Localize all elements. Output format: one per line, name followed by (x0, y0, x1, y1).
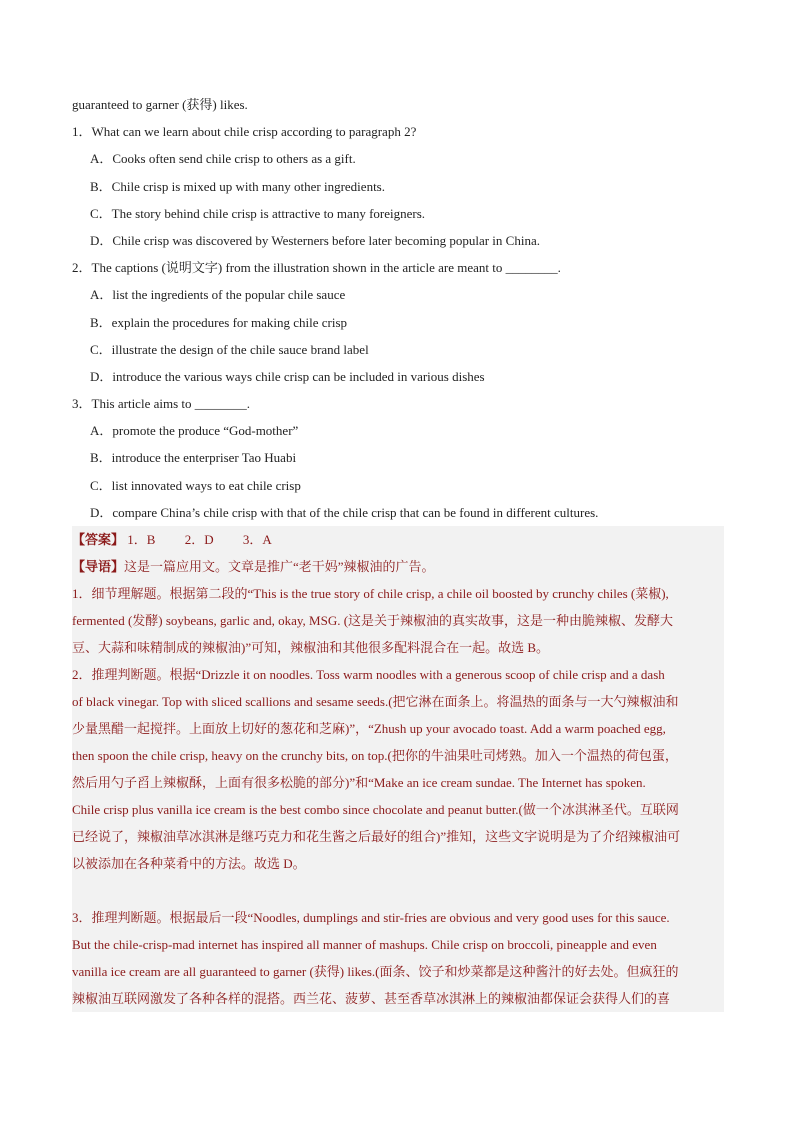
explanation-3 (72, 904, 724, 1012)
option-a: A．promote the produce “God-mother” (90, 423, 299, 439)
explanation-line: 3．推理判断题。根据最后一段“Noodles, dumplings and stir-fries are obvious and very good uses for this sauce. (72, 910, 670, 925)
guide-tag: 【导语】 (72, 559, 125, 574)
explanation-line: vanilla ice cream are all guaranteed to garner (获得) likes.(面条、饺子和炒菜都是这种酱汁的好去处。但疯狂的 (72, 964, 679, 979)
option-c: C．list innovated ways to eat chile crisp (90, 477, 301, 493)
option-d: D．compare China’s chile crisp with that of the chile crisp that can be found in different cultures. (90, 504, 599, 520)
explanation-2 (72, 661, 724, 877)
explanation-line: fermented (发酵) soybeans, garlic and, okay, MSG. (这是关于辣椒油的真实故事，这是一种由脆辣椒、发酵大 (72, 613, 674, 628)
option-a: A．list the ingredients of the popular chile sauce (90, 287, 346, 303)
option-c: C．The story behind chile crisp is attractive to many foreigners. (90, 205, 426, 221)
question-3 (72, 390, 724, 526)
explanation-line: 已经说了，辣椒油草冰淇淋是继巧克力和花生酱之后最好的组合)”推知，这些文字说明是为了介绍辣椒油可 (72, 829, 681, 844)
question-stem: 3．This article aims to ________. (72, 396, 251, 412)
option-b: B．explain the procedures for making chile crisp (90, 314, 348, 330)
question-1 (72, 118, 724, 254)
answer-item: 1．B (127, 532, 156, 547)
explanation-line: 辣椒油互联网激发了各种各样的混搭。西兰花、菠萝、甚至香草冰淇淋上的辣椒油都保证会获得人们的喜 (72, 991, 671, 1006)
explanation-line: 2．推理判断题。根据“Drizzle it on noodles. Toss warm noodles with a generous scoop of chile crisp and a dash (72, 667, 665, 682)
explanation-line: 以被添加在各种菜肴中的方法。故选 D。 (72, 856, 306, 871)
answer-explanation-block (72, 526, 724, 1012)
answer-item: 2．D (184, 532, 214, 547)
answer-tag: 【答案】 (72, 532, 125, 547)
option-a: A．Cooks often send chile crisp to others as a gift. (90, 151, 356, 167)
question-stem: 2．The captions (说明文字) from the illustration shown in the article are meant to ________. (72, 260, 561, 276)
blank-line (72, 877, 724, 904)
option-b: B．introduce the enterpriser Tao Huabi (90, 450, 297, 466)
explanation-line: Chile crisp plus vanilla ice cream is the best combo since chocolate and peanut butter.(做一个冰淇淋圣代。互联网 (72, 802, 679, 817)
explanation-line: 少量黑醋一起搅拌。上面放上切好的葱花和芝麻)”，“Zhush up your avocado toast. Add a warm poached egg, (72, 721, 666, 736)
document-content (72, 91, 724, 1012)
option-c: C．illustrate the design of the chile sauce brand label (90, 341, 369, 357)
guide-line (72, 553, 724, 580)
option-b: B．Chile crisp is mixed up with many other ingredients. (90, 178, 385, 194)
guide-text: 这是一篇应用文。文章是推广“老干妈”辣椒油的广告。 (124, 559, 435, 574)
explanation-line: of black vinegar. Top with sliced scallions and sesame seeds.(把它淋在面条上。将温热的面条与一大勺辣椒油和 (72, 694, 679, 709)
answer-item: 3．A (242, 532, 272, 547)
explanation-line: 豆、大蒜和味精制成的辣椒油)”可知，辣椒油和其他很多配料混合在一起。故选 B。 (72, 640, 550, 655)
answer-line (72, 526, 724, 553)
explanation-line: 然后用勺子舀上辣椒酥，上面有很多松脆的部分)”和“Make an ice cream sundae. The Internet has spoken. (72, 775, 646, 790)
intro-tail: guaranteed to garner (获得) likes. (72, 97, 248, 112)
option-d: D．introduce the various ways chile crisp can be included in various dishes (90, 368, 485, 384)
explanation-line: 1．细节理解题。根据第二段的“This is the true story of chile crisp, a chile oil boosted by crunchy chiles (菜椒), (72, 586, 669, 601)
explanation-1 (72, 580, 724, 661)
explanation-line: But the chile-crisp-mad internet has inspired all manner of mashups. Chile crisp on broccoli, pineapple and even (72, 937, 657, 952)
question-stem: 1．What can we learn about chile crisp according to paragraph 2? (72, 124, 417, 140)
option-d: D．Chile crisp was discovered by Westerners before later becoming popular in China. (90, 232, 540, 248)
question-2 (72, 254, 724, 390)
explanation-line: then spoon the chile crisp, heavy on the crunchy bits, on top.(把你的牛油果吐司烤熟。加入一个温热的荷包蛋， (72, 748, 678, 763)
